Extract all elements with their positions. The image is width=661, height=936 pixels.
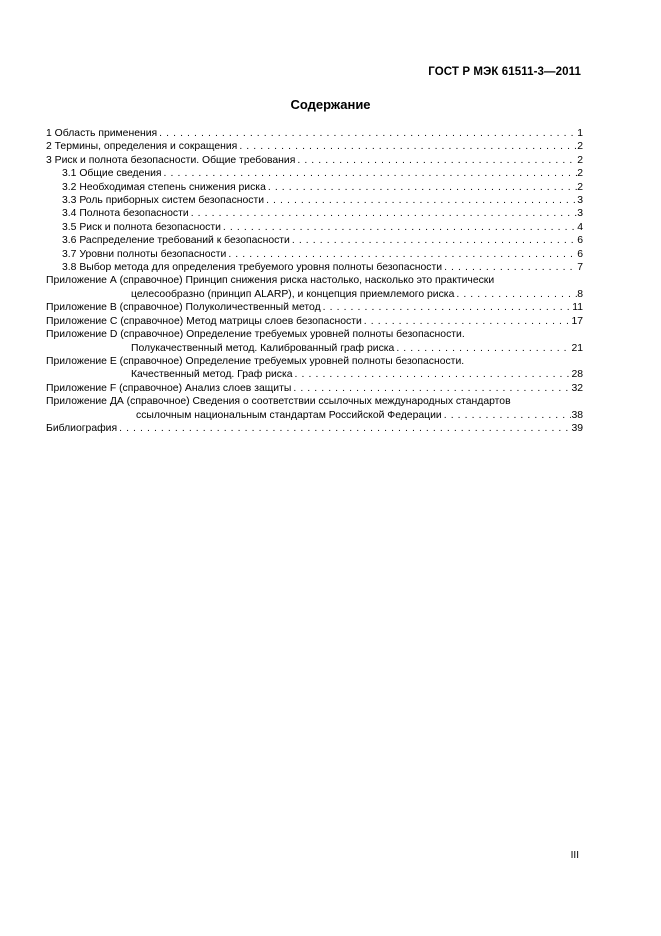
toc-page: 2 [577, 154, 583, 166]
toc-text: 3.7 Уровни полноты безопасности [62, 248, 227, 260]
toc-text: 3.4 Полнота безопасности [62, 208, 189, 220]
toc-text: целесообразно (принцип ALARP), и концепция приемлемого риска [131, 288, 455, 300]
table-of-contents [46, 127, 583, 435]
toc-entry-3-5[interactable] [46, 221, 583, 234]
toc-text: Библиография [46, 422, 118, 434]
toc-text: Приложение D (справочное) Определение требуемых уровней полноты безопасности. [46, 329, 465, 341]
toc-entry-3-8[interactable] [46, 261, 583, 274]
page-number: III [570, 850, 579, 861]
toc-entry-2[interactable] [46, 140, 583, 153]
toc-continuation [46, 409, 583, 422]
toc-text: Приложение С (справочное) Метод матрицы слоев безопасности [46, 315, 362, 327]
toc-entry-3-3[interactable] [46, 194, 583, 207]
toc-page: 39 [571, 422, 583, 434]
toc-leader [291, 382, 571, 395]
toc-leader [189, 207, 578, 220]
toc-text: 3.3 Роль приборных систем безопасности [62, 195, 265, 207]
toc-text: 2 Термины, определения и сокращения [46, 141, 238, 153]
toc-page: 6 [577, 235, 583, 247]
toc-appendix-a[interactable] [46, 274, 583, 301]
toc-leader [321, 301, 573, 314]
toc-leader [442, 409, 572, 422]
toc-text: Приложение ДА (справочное) Сведения о соответствии ссылочных международных стандартов [46, 396, 511, 408]
toc-leader [221, 221, 577, 234]
toc-appendix-f[interactable] [46, 382, 583, 395]
toc-page: 3 [577, 195, 583, 207]
toc-page: 2 [577, 168, 583, 180]
toc-entry-1[interactable] [46, 127, 583, 140]
toc-page: 8 [577, 288, 583, 300]
toc-appendix-e[interactable] [46, 355, 583, 382]
toc-leader [157, 127, 577, 140]
toc-leader [290, 234, 577, 247]
toc-appendix-c[interactable] [46, 315, 583, 328]
toc-entry-3-2[interactable] [46, 181, 583, 194]
toc-entry-3-1[interactable] [46, 167, 583, 180]
toc-appendix-da[interactable] [46, 395, 583, 422]
toc-page: 28 [571, 369, 583, 381]
toc-appendix-d[interactable] [46, 328, 583, 355]
toc-text: 3.2 Необходимая степень снижения риска [62, 181, 266, 193]
toc-leader [442, 261, 577, 274]
toc-page: 1 [577, 128, 583, 139]
toc-leader [162, 167, 578, 180]
toc-page: 11 [572, 302, 583, 314]
toc-text: Приложение А (справочное) Принцип снижения риска настолько, насколько это практически [46, 275, 495, 287]
toc-page: 38 [571, 409, 583, 421]
toc-page: 4 [577, 221, 583, 233]
toc-entry-3[interactable] [46, 154, 583, 167]
toc-page: 21 [571, 342, 583, 354]
toc-text: 3 Риск и полнота безопасности. Общие требования [46, 154, 296, 166]
toc-leader [293, 368, 572, 381]
toc-bibliography[interactable] [46, 422, 583, 435]
toc-appendix-b[interactable] [46, 301, 583, 314]
toc-leader [266, 181, 577, 194]
toc-page: 2 [577, 141, 583, 153]
toc-leader [264, 194, 577, 207]
toc-text: Приложение В (справочное) Полуколичественный метод [46, 302, 321, 314]
toc-page: 32 [571, 382, 583, 394]
toc-page: 2 [577, 181, 583, 193]
toc-leader [117, 422, 571, 435]
toc-leader [362, 315, 572, 328]
toc-text: 1 Область применения [46, 128, 158, 139]
toc-text: ссылочным национальным стандартам Российской Федерации [136, 409, 442, 421]
document-code: ГОСТ Р МЭК 61511-3—2011 [428, 66, 581, 78]
toc-leader [237, 140, 577, 153]
toc-text: 3.5 Риск и полнота безопасности [62, 221, 221, 233]
toc-text: Качественный метод. Граф риска [131, 369, 293, 381]
toc-leader [394, 342, 571, 355]
toc-entry-3-4[interactable] [46, 207, 583, 220]
toc-page: 17 [571, 315, 583, 327]
toc-leader [454, 288, 577, 301]
toc-text: Приложение Е (справочное) Определение требуемых уровней полноты безопасности. [46, 355, 465, 367]
toc-text: Полукачественный метод. Калиброванный граф риска [131, 342, 395, 354]
toc-text: 3.6 Распределение требований к безопасности [62, 235, 290, 247]
toc-continuation [46, 368, 583, 381]
toc-text: Приложение F (справочное) Анализ слоев защиты [46, 382, 292, 394]
toc-leader [226, 248, 577, 261]
toc-continuation [46, 342, 583, 355]
toc-page: 3 [577, 208, 583, 220]
page-title: Содержание [290, 97, 371, 112]
toc-page: 6 [577, 248, 583, 260]
toc-text: 3.8 Выбор метода для определения требуемого уровня полноты безопасности [62, 262, 443, 274]
toc-page: 7 [577, 262, 583, 274]
toc-entry-3-7[interactable] [46, 248, 583, 261]
toc-entry-3-6[interactable] [46, 234, 583, 247]
toc-continuation [46, 288, 583, 301]
toc-text: 3.1 Общие сведения [62, 168, 162, 180]
toc-leader [295, 154, 577, 167]
